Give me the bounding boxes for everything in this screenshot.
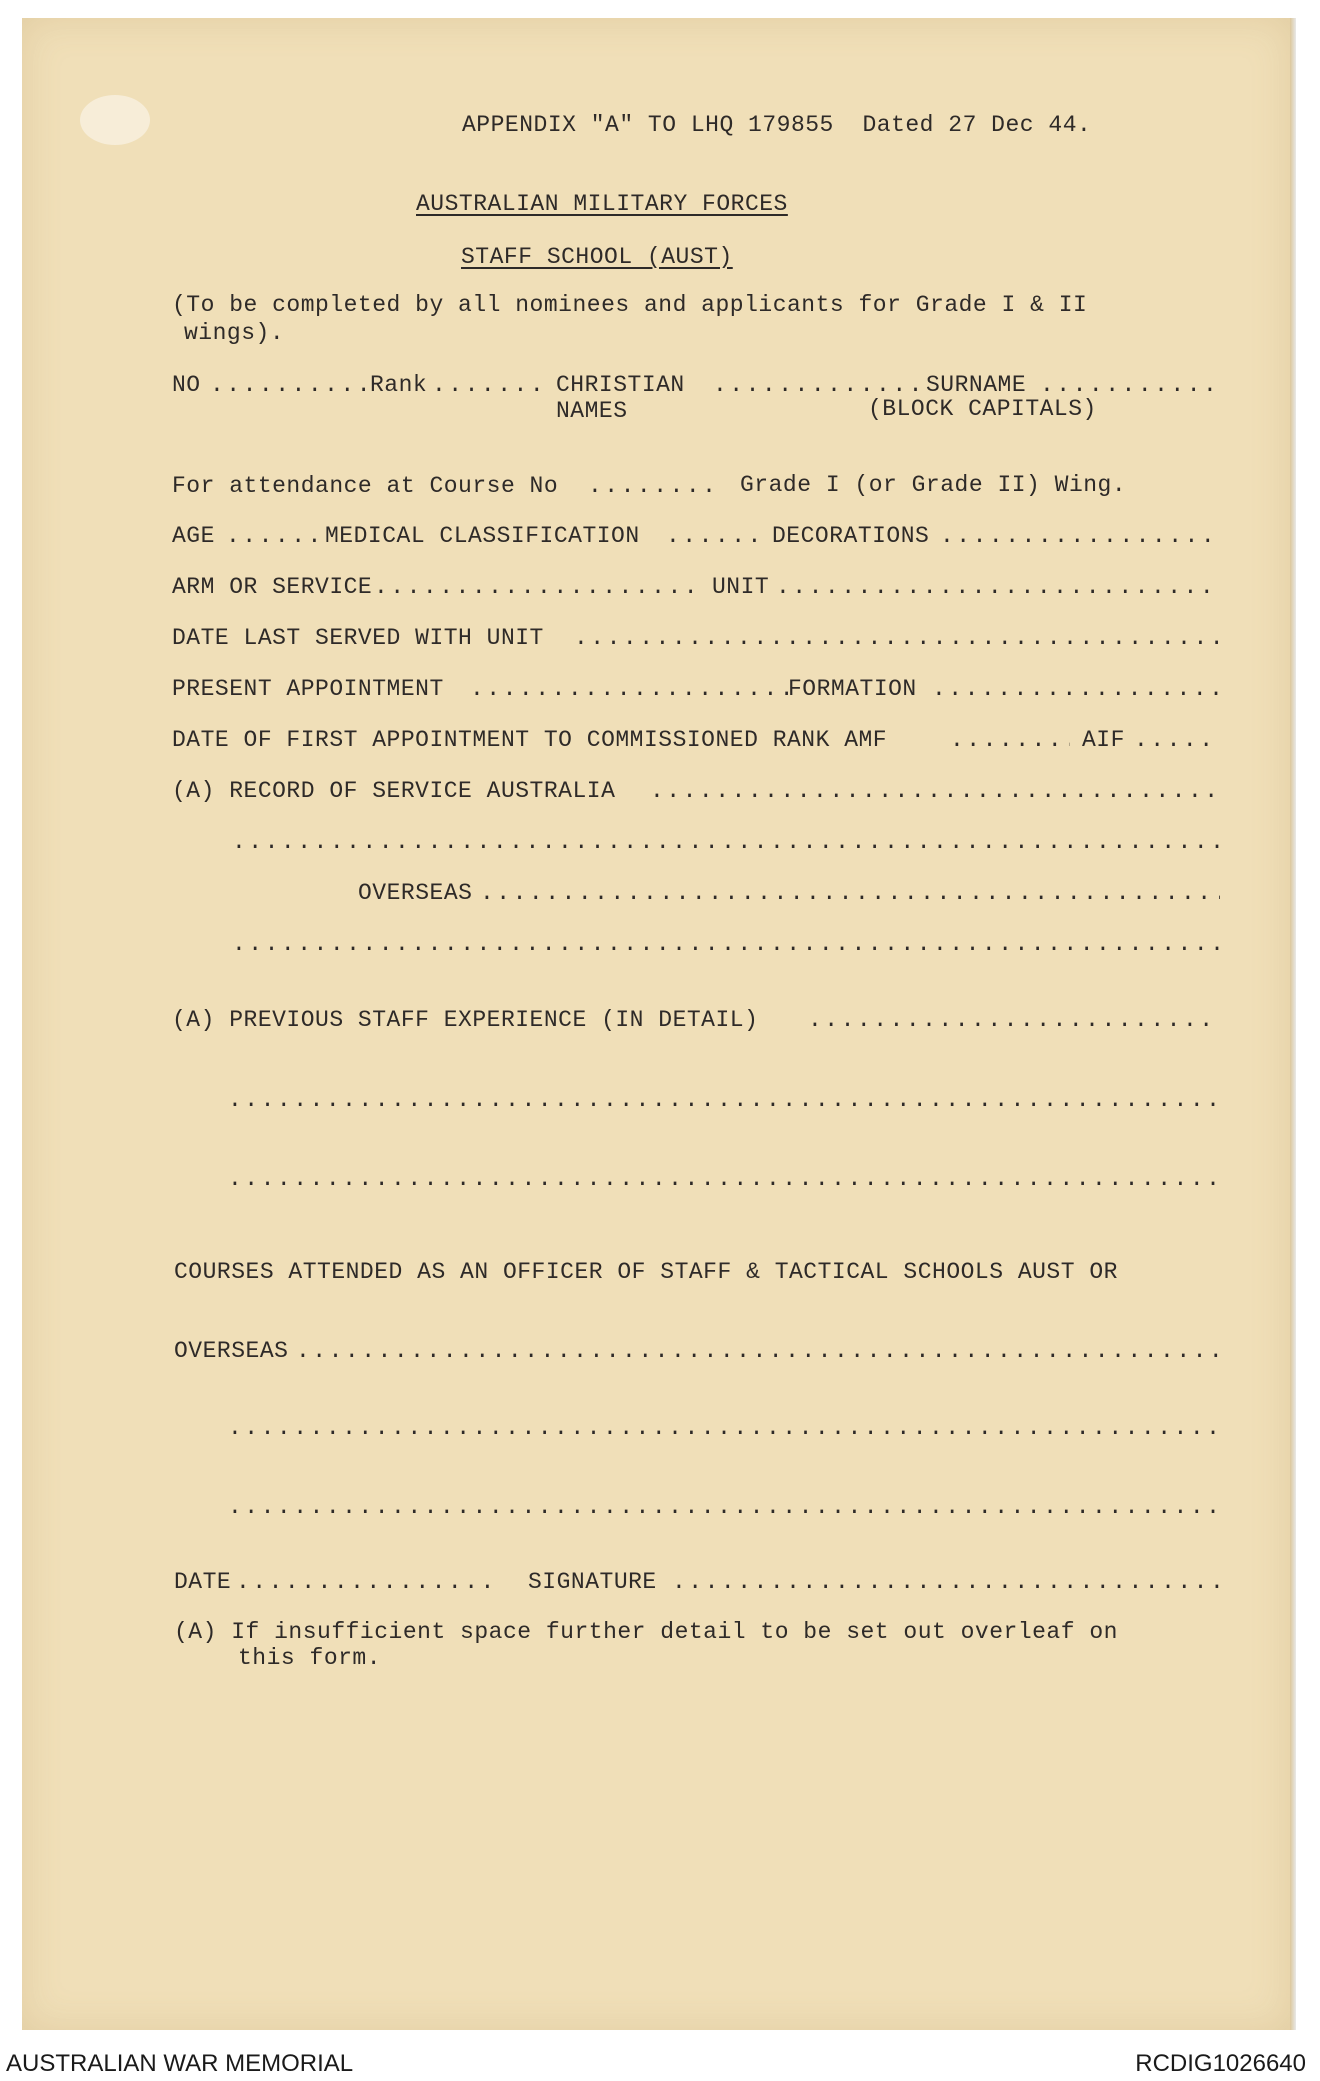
archive-id: RCDIG1026640 — [1135, 2050, 1306, 2077]
present-appointment-label: PRESENT APPOINTMENT — [172, 676, 444, 702]
previous-staff-field[interactable] — [808, 1006, 1220, 1034]
aif-date-field[interactable] — [1134, 726, 1220, 754]
arm-service-label: ARM OR SERVICE — [172, 574, 373, 600]
paper-stain — [80, 95, 150, 145]
unit-label: UNIT — [712, 574, 770, 600]
no-label: NO — [172, 372, 201, 398]
rank-label: Rank — [370, 372, 428, 398]
courses-label-line-2: OVERSEAS — [174, 1338, 289, 1364]
date-last-served-field[interactable] — [574, 624, 1220, 652]
forces-title: AUSTRALIAN MILITARY FORCES — [416, 191, 788, 217]
signature-field[interactable] — [672, 1568, 1220, 1596]
formation-field[interactable] — [932, 675, 1220, 703]
instruction-line-1: (To be completed by all nominees and applicants for Grade I & II — [172, 292, 1088, 318]
decorations-label: DECORATIONS — [772, 523, 930, 549]
unit-field[interactable] — [776, 573, 1220, 601]
record-overseas-continuation[interactable] — [232, 930, 1220, 958]
present-appointment-field[interactable] — [470, 675, 788, 703]
date-label: DATE — [174, 1569, 232, 1595]
courses-label-line-1: COURSES ATTENDED AS AN OFFICER OF STAFF & TACTICAL SCHOOLS AUST OR — [174, 1259, 1118, 1285]
decorations-field[interactable] — [940, 522, 1220, 550]
christian-label: CHRISTIAN — [556, 372, 685, 398]
courses-field[interactable] — [296, 1337, 1220, 1365]
signature-label: SIGNATURE — [528, 1569, 657, 1595]
formation-label: FORMATION — [788, 676, 917, 702]
date-first-appointment-label: DATE OF FIRST APPOINTMENT TO COMMISSIONED RANK AMF — [172, 727, 888, 753]
note-line-1: (A) If insufficient space further detail to be set out overleaf on — [174, 1619, 1118, 1645]
record-australia-field[interactable] — [650, 777, 1220, 805]
date-field[interactable] — [236, 1568, 498, 1596]
rank-field[interactable] — [432, 371, 544, 399]
medical-field[interactable] — [666, 522, 766, 550]
note-line-2: this form. — [238, 1645, 382, 1671]
age-field[interactable] — [226, 522, 321, 550]
record-australia-label: (A) RECORD OF SERVICE AUSTRALIA — [172, 778, 616, 804]
record-overseas-field[interactable] — [480, 879, 1220, 907]
amf-date-field[interactable] — [950, 726, 1070, 754]
archive-name: AUSTRALIAN WAR MEMORIAL — [6, 2050, 354, 2077]
previous-staff-line-2[interactable] — [228, 1086, 1220, 1114]
medical-label: MEDICAL CLASSIFICATION — [325, 523, 640, 549]
attendance-label: For attendance at Course No — [172, 473, 559, 499]
courses-line-2[interactable] — [228, 1414, 1220, 1442]
overseas-label: OVERSEAS — [358, 880, 473, 906]
appendix-reference: APPENDIX "A" TO LHQ 179855 Dated 27 Dec 44. — [462, 112, 1092, 138]
instruction-line-2: wings). — [184, 320, 285, 346]
age-label: AGE — [172, 523, 215, 549]
record-australia-continuation[interactable] — [232, 828, 1220, 856]
block-capitals-note: (BLOCK CAPITALS) — [868, 396, 1097, 422]
arm-service-field[interactable] — [374, 573, 704, 601]
surname-label: SURNAME — [926, 372, 1027, 398]
previous-staff-line-3[interactable] — [228, 1165, 1220, 1193]
grade-wing-label: Grade I (or Grade II) Wing. — [740, 472, 1127, 498]
names-label: NAMES — [556, 398, 628, 424]
archive-footer — [0, 2046, 1320, 2081]
no-field[interactable] — [210, 371, 368, 399]
school-title: STAFF SCHOOL (AUST) — [461, 244, 733, 270]
date-last-served-label: DATE LAST SERVED WITH UNIT — [172, 625, 544, 651]
aif-label: AIF — [1082, 727, 1125, 753]
course-no-field[interactable] — [588, 472, 714, 500]
courses-line-3[interactable] — [228, 1493, 1220, 1521]
previous-staff-label: (A) PREVIOUS STAFF EXPERIENCE (IN DETAIL) — [172, 1007, 759, 1033]
